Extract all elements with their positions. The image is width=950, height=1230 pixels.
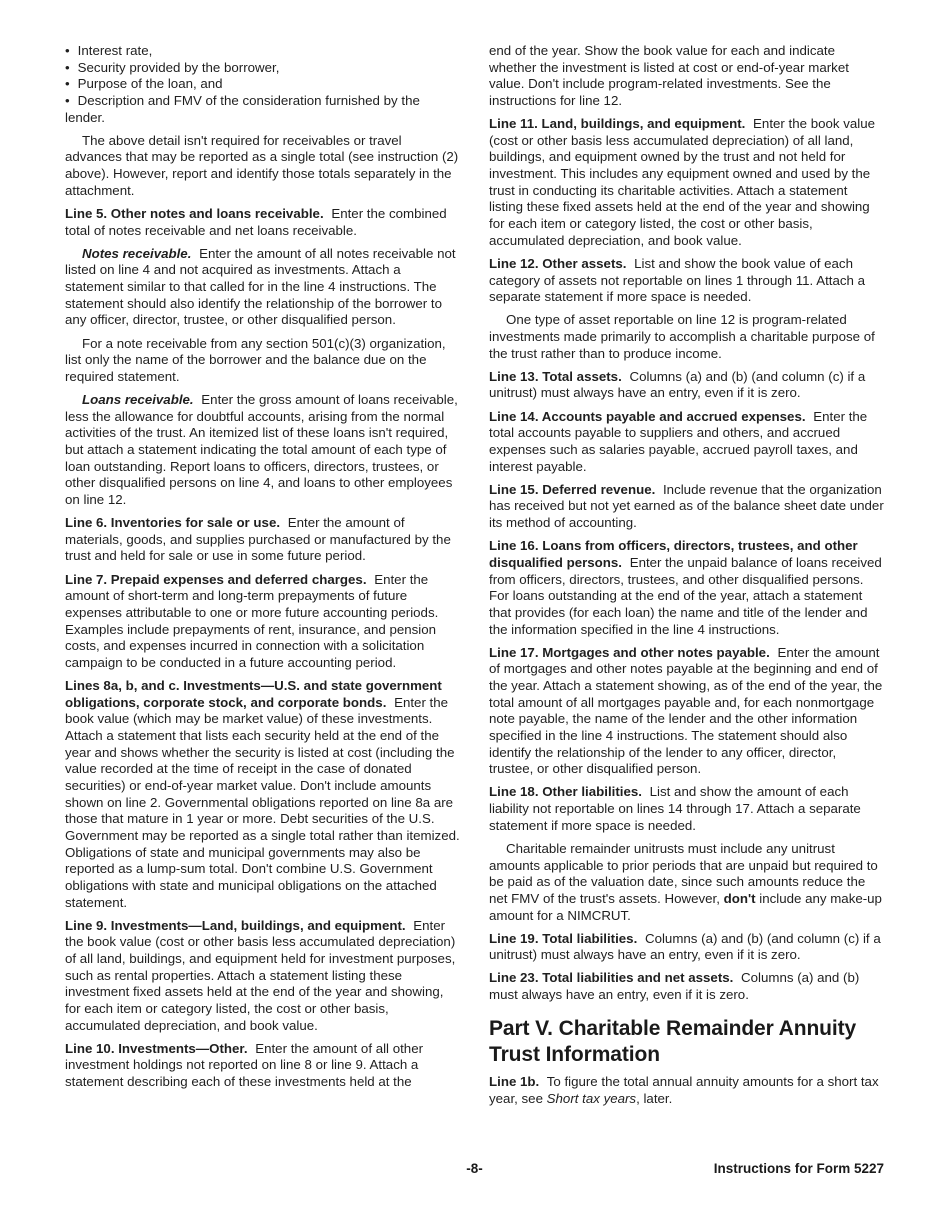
text-run: Description and FMV of the consideration furnished by the lender.	[65, 92, 420, 125]
page-footer	[65, 1161, 884, 1179]
section-paragraph	[65, 515, 460, 565]
bullet-icon: •	[65, 43, 70, 58]
bullet-icon: •	[65, 76, 70, 92]
text-run: Part V. Charitable Remainder Annuity Trust Information	[489, 1016, 857, 1066]
section-paragraph	[489, 970, 884, 1003]
run-in-heading: Lines 8a, b, and c. Investments—U.S. and state government obligations, corporate stock, and corporate bonds.	[65, 677, 442, 710]
text-run: Enter the book value (cost or other basis less accumulated depreciation) of all land, buildings, and equipment owned by the trust and not held for investment. This includes any equipment owned and used by the trust in conducting its charitable activities. Attach a statement listing these fixed assets held at the end of the year and showing for each item or category listed, the cost or other basis, accumulated depreciation, and book value.	[489, 116, 876, 248]
bullet-icon: •	[65, 59, 70, 75]
footer-title: Instructions for Form 5227	[713, 1161, 884, 1176]
section-paragraph	[65, 1041, 460, 1091]
two-column-text-area	[65, 43, 884, 1108]
run-in-heading: Line 16. Loans from officers, directors, trustees, and other disqualified persons.	[489, 538, 858, 570]
text-run: Charitable remainder unitrusts must include any unitrust amounts applicable to prior periods that are unpaid but required to be paid as of the valuation date, since such amounts reduce the net FMV of the trust's assets. However,	[489, 840, 878, 906]
run-in-heading: Line 13. Total assets.	[489, 368, 622, 384]
section-paragraph	[489, 784, 884, 834]
text-run: Enter the book value (cost or other basis less accumulated depreciation) of all land, buildings, and equipment held for investment purposes, such as rental properties. Attach a statement listing these investment fixed assets held at the end of the year and showing, for each item or category listed, the cost or other basis, accumulated depreciation, and book value.	[65, 917, 456, 1033]
paragraph	[65, 336, 460, 386]
paragraph	[489, 43, 884, 110]
page-number: -8-	[466, 1161, 483, 1176]
run-in-heading: Notes receivable.	[82, 245, 192, 261]
paragraph	[489, 312, 884, 362]
bullet-item	[65, 43, 460, 60]
bullet-item	[65, 76, 460, 93]
text-run: Enter the unpaid balance of loans received from officers, directors, trustees, and other disqualified persons. For loans outstanding at the end of the year, attach a statement that provides (for each loan) the name and title of the lender and the information specified in the line 4 instructions.	[489, 554, 882, 637]
run-in-heading: Line 5. Other notes and loans receivable.	[65, 205, 324, 221]
text-run: Interest rate,	[77, 43, 153, 58]
run-in-heading: Line 18. Other liabilities.	[489, 784, 642, 800]
text-run: Enter the gross amount of loans receivable, less the allowance for doubtful accounts, arising from the normal activities of the trust. An itemized list of these loans isn't required, but attach a statement indicating the total amount of each type of loan outstanding. Report loans to officers, directors, trustees, or other disqualified persons on line 4, and loans to other employees on line 12.	[65, 391, 458, 507]
text-column-left	[65, 43, 460, 1108]
run-in-heading: Line 15. Deferred revenue.	[489, 481, 656, 497]
text-run: Enter the amount of all other investment holdings not reported on line 8 or line 9. Attach a statement describing each of these investments held at the	[65, 1040, 424, 1090]
section-paragraph	[489, 1074, 884, 1107]
run-in-heading: Line 7. Prepaid expenses and deferred charges.	[65, 571, 367, 587]
section-paragraph	[65, 918, 460, 1035]
run-in-heading: Line 11. Land, buildings, and equipment.	[489, 116, 746, 132]
run-in-heading: Line 6. Inventories for sale or use.	[65, 515, 281, 531]
text-run: List and show the amount of each liability not reportable on lines 14 through 17. Attach a separate statement if more space is needed.	[489, 784, 861, 833]
run-in-heading: Line 10. Investments—Other.	[65, 1040, 248, 1056]
paragraph	[65, 392, 460, 509]
part-heading	[489, 1016, 884, 1068]
text-run: Columns (a) and (b) (and column (c) if a unitrust) must always have an entry, even if it is zero.	[489, 368, 866, 401]
text-run: include any make-up amount for a NIMCRUT.	[489, 890, 882, 923]
section-paragraph	[489, 538, 884, 638]
section-paragraph	[489, 116, 884, 249]
section-paragraph	[489, 645, 884, 778]
text-run: Enter the amount of materials, goods, and supplies purchased or manufactured by the trust and held for sale or use in some future period.	[65, 515, 451, 564]
text-run: The above detail isn't required for receivables or travel advances that may be reported as a single total (see instruction (2) above). However, report and identify those totals separately in the attachment.	[65, 132, 459, 198]
section-paragraph	[65, 206, 460, 239]
bullet-item	[65, 93, 460, 126]
run-in-heading: Line 19. Total liabilities.	[489, 930, 638, 946]
run-in-heading: Line 23. Total liabilities and net assets.	[489, 970, 734, 986]
text-run: Columns (a) and (b) (and column (c) if a unitrust) must always have an entry, even if it is zero.	[489, 930, 881, 963]
paragraph	[65, 246, 460, 329]
text-run: Columns (a) and (b) must always have an entry, even if it is zero.	[489, 970, 860, 1003]
run-in-heading: Line 12. Other assets.	[489, 255, 627, 271]
paragraph	[65, 133, 460, 200]
text-run: Short tax years	[546, 1090, 637, 1106]
section-paragraph	[489, 482, 884, 532]
section-paragraph	[65, 678, 460, 911]
text-column-right	[489, 43, 884, 1108]
bullet-item	[65, 60, 460, 77]
section-paragraph	[489, 369, 884, 402]
section-paragraph	[489, 931, 884, 964]
text-run: Enter the book value (which may be market value) of these investments. Attach a statement that lists each security held at the end of the year and shows whether the security is listed at cost (including the value recorded at the time of receipt in the case of donated securities) or end-of-year market value. Don't include amounts shown on line 2. Governmental obligations reported on line 8a are those that mature in 1 year or more. Debt securities of the U.S. Government may be reported as a single total rather than itemized. Obligations of state and municipal governments may also be reported as a lump-sum total. Don't combine U.S. Government obligations with state and municipal obligations on the attached statement.	[65, 694, 460, 910]
run-in-heading: Line 1b.	[489, 1074, 540, 1090]
run-in-heading: Line 17. Mortgages and other notes payable.	[489, 644, 770, 660]
text-run: Security provided by the borrower,	[77, 59, 280, 75]
run-in-heading: don't	[723, 890, 756, 906]
bullet-icon: •	[65, 92, 70, 108]
run-in-heading: Line 9. Investments—Land, buildings, and equipment.	[65, 917, 406, 933]
text-run: To figure the total annual annuity amounts for a short tax year, see	[489, 1074, 879, 1106]
text-run: One type of asset reportable on line 12 is program-related investments made primarily to accomplish a charitable purpose of the trust rather than to produce income.	[489, 312, 875, 361]
text-run: Enter the amount of mortgages and other notes payable at the beginning and end of the year. Attach a statement showing, as of the end of the year, the total amount of all mortgages payable and, for each nonmortgage note payable, the name of the lender and the other information specified in the line 4 instructions. The statement should also identify the relationship of the lender to any officer, director, trustee, or other disqualified person.	[489, 644, 883, 777]
text-run: Enter the amount of short-term and long-term prepayments of future expenses attributable to one or more future accounting periods. Examples include prepayments of rent, insurance, and pension costs, and expenses incurred in connection with a solicitation campaign to be conducted in a future accounting period.	[65, 571, 439, 670]
text-run: Enter the total accounts payable to suppliers and others, and accrued expenses such as salaries payable, accrued payroll taxes, and interest payable.	[489, 408, 868, 474]
paragraph	[489, 841, 884, 924]
section-paragraph	[65, 572, 460, 672]
text-run: , later.	[636, 1090, 673, 1106]
text-run: For a note receivable from any section 501(c)(3) organization, list only the name of the borrower and the balance due on the required statement.	[65, 335, 446, 384]
text-run: Purpose of the loan, and	[77, 76, 223, 92]
text-run: Enter the amount of all notes receivable not listed on line 4 and not acquired as investments. Attach a statement similar to that called for in the line 4 instructions. The statement should also identify the relationship of the borrower to any officer, director, trustee, or other disqualified person.	[65, 245, 456, 328]
section-paragraph	[489, 256, 884, 306]
text-run: end of the year. Show the book value for each and indicate whether the investment is listed at cost or end-of-year market value. Don't include program-related investments. See the instructions for line 12.	[489, 43, 849, 108]
run-in-heading: Loans receivable.	[82, 391, 194, 407]
run-in-heading: Line 14. Accounts payable and accrued expenses.	[489, 408, 806, 424]
text-run: Include revenue that the organization has received but not yet earned as of the balance sheet date under its method of accounting.	[489, 481, 884, 531]
section-paragraph	[489, 409, 884, 476]
text-run: Enter the combined total of notes receivable and net loans receivable.	[65, 205, 447, 238]
text-run: List and show the book value of each category of assets not reportable on lines 1 through 11. Attach a separate statement if more space is needed.	[489, 255, 866, 305]
